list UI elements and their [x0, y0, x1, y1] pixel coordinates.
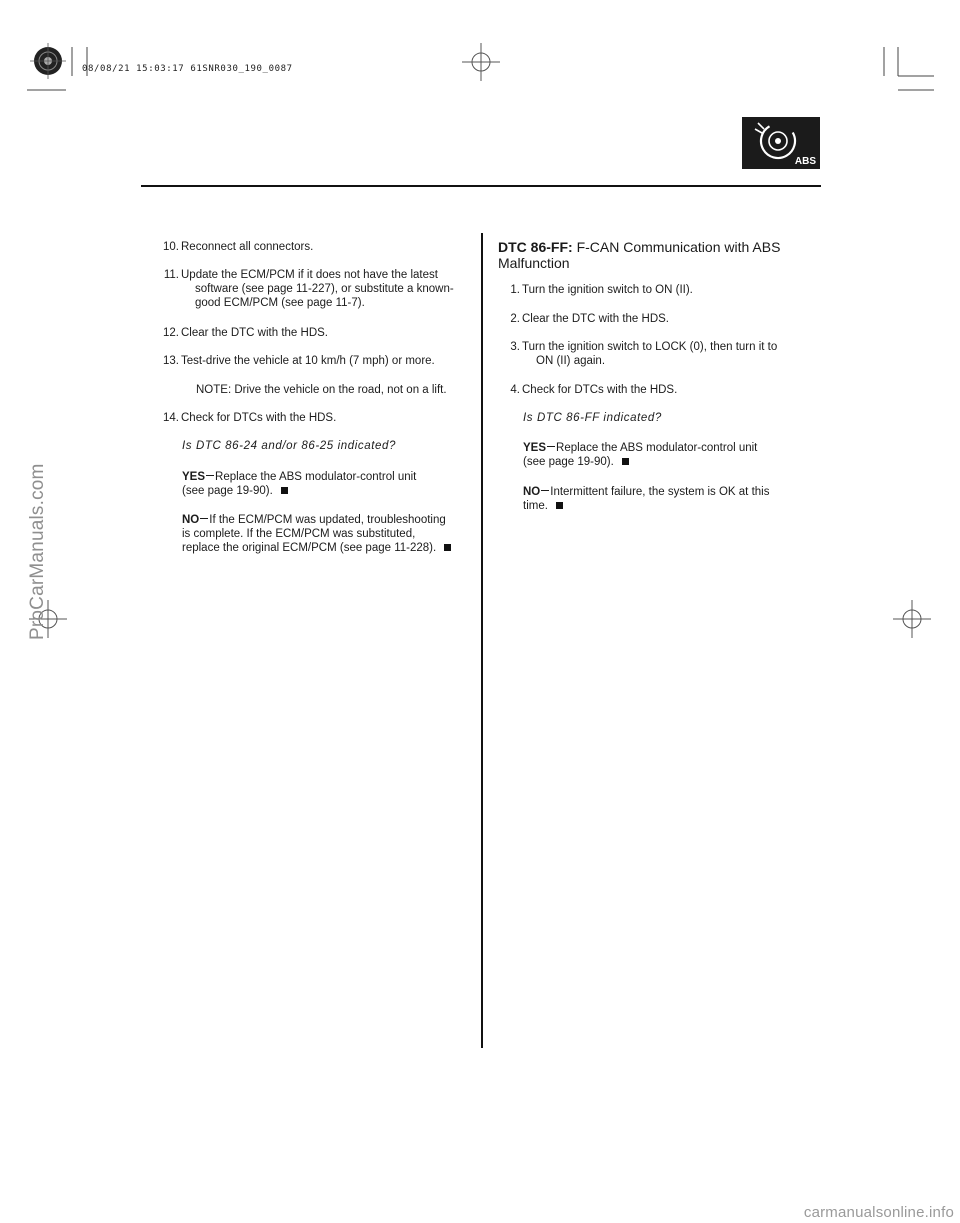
dtc-title: DTC 86-FF: F-CAN Communication with ABS Malfunction — [498, 239, 781, 271]
right-step-4: 4. Check for DTCs with the HDS. — [510, 384, 678, 396]
left-no-answer: NO If the ECM/PCM was updated, troubleshooting is complete. If the ECM/PCM was substituted, replace the original ECM/PCM (see page 11-228). — [182, 513, 482, 555]
right-question: Is DTC 86-FF indicated? — [523, 412, 662, 424]
right-yes-answer: YES Replace the ABS modulator-control unit (see page 19-90). — [523, 442, 758, 468]
crosshair-top-icon — [462, 43, 500, 81]
yes-label: YES — [523, 442, 547, 454]
left-step-14: 14. Check for DTCs with the HDS. — [163, 412, 337, 424]
watermark-carmanualsonline[interactable]: carmanualsonline.info — [803, 1204, 954, 1221]
right-step-2: 2. Clear the DTC with the HDS. — [510, 313, 669, 325]
right-step-3: 3. Turn the ignition switch to LOCK (0), then turn it to ON (II) again. — [510, 341, 778, 367]
left-step-10: 10. Reconnect all connectors. — [163, 241, 314, 253]
left-step-11: 11. Update the ECM/PCM if it does not have the latest software (see page 11-227), or substitute a known- good ECM/PCM (see page 11-7). — [163, 269, 454, 309]
left-note: NOTE: Drive the vehicle on the road, not on a lift. — [196, 384, 447, 396]
left-yes-answer: YES Replace the ABS modulator-control unit (see page 19-90). — [182, 471, 417, 497]
column-divider — [481, 233, 483, 1048]
end-mark-icon — [444, 544, 451, 551]
print-stamp: 08/08/21 15:03:17 61SNR030_190_0087 — [82, 64, 293, 74]
end-mark-icon — [281, 487, 288, 494]
section-logo-label: ABS — [794, 156, 816, 167]
no-label: NO — [182, 514, 200, 526]
left-step-13: 13. Test-drive the vehicle at 10 km/h (7 mph) or more. — [163, 355, 435, 367]
header-rule — [141, 185, 821, 187]
dtc-code: DTC 86-FF: — [498, 239, 573, 255]
yes-label: YES — [182, 471, 206, 483]
no-label: NO — [523, 486, 541, 498]
left-step-12: 12. Clear the DTC with the HDS. — [163, 327, 328, 339]
crosshair-right-icon — [893, 600, 931, 638]
right-no-answer: NO Intermittent failure, the system is OK at this time. — [523, 486, 770, 512]
registration-target-icon — [30, 43, 66, 79]
end-mark-icon — [556, 502, 563, 509]
watermark-procarmanuals[interactable]: ProCarManuals.com — [27, 463, 48, 640]
right-step-1: 1. Turn the ignition switch to ON (II). — [510, 284, 693, 296]
left-question: Is DTC 86-24 and/or 86-25 indicated? — [182, 440, 397, 452]
end-mark-icon — [622, 458, 629, 465]
section-logo — [742, 117, 820, 169]
